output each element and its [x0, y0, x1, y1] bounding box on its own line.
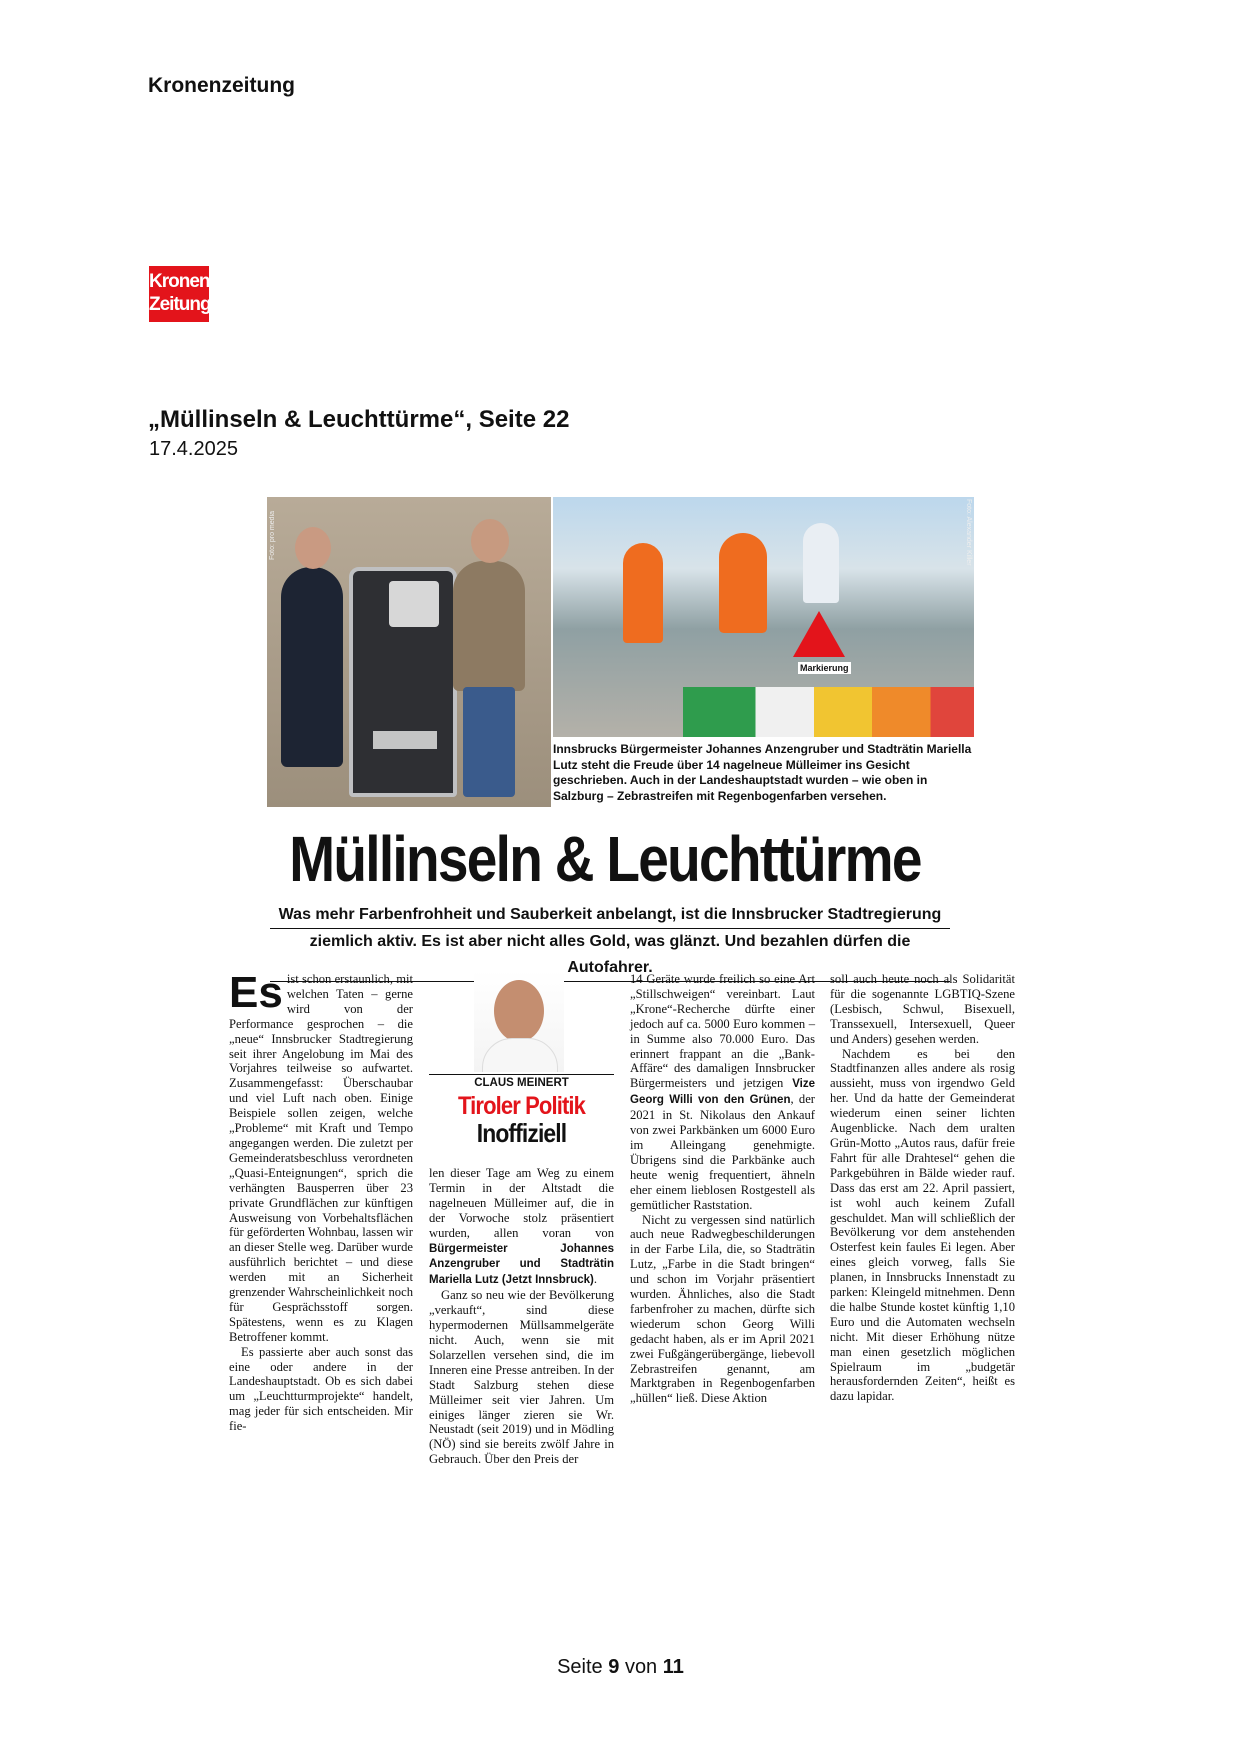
paragraph-text: , der 2021 in St. Nikolaus den Ankauf von zwei Parkbänken um 6000 Euro im Alleingang genehmigte. Übrigens sind die Parkbänke auch heute wenig frequentiert, ähneln eher einem lieblosen Rostgestell als gemütlicher Raststation. — [630, 1092, 815, 1212]
person-man-head — [471, 519, 509, 563]
paragraph — [429, 1166, 614, 1288]
photo-mayor-with-bin — [267, 497, 551, 807]
footer-middle: von — [624, 1656, 658, 1678]
columnist-name: CLAUS MEINERT — [429, 1074, 614, 1089]
person-woman — [281, 567, 343, 767]
footer-total-pages: 11 — [662, 1656, 684, 1678]
kronen-zeitung-logo — [149, 266, 209, 322]
columnist-portrait — [474, 970, 564, 1072]
columnist-head — [494, 980, 544, 1042]
dropcap: Es — [229, 968, 283, 1017]
columnist-shirt — [482, 1038, 558, 1072]
paragraph-text: . — [593, 1272, 598, 1287]
worker-2 — [719, 533, 767, 633]
paragraph-text: len dieser Tage am Weg zu einem Termin in der Altstadt die nagelneuen Mülleimer auf, die in der Vorwoche stolz präsentiert wurden, allen voran von — [429, 1166, 614, 1240]
paragraph-text: 14 Geräte wurde freilich so eine Art „Stillschweigen“ vereinbart. Laut „Krone“-Recherche dürfte einer jedoch auf ca. 5000 Euro kommen – in Summe also 70.000 Euro. Das erinnert frappant an die „Bank-Affäre“ des damaligen Innsbrucker Bürgermeisters und jetzigen — [630, 972, 815, 1091]
photo-rainbow-crosswalk — [553, 497, 974, 737]
subline-line-1: Was mehr Farbenfrohheit und Sauberkeit anbelangt, ist die Innsbrucker Stadtregierung — [270, 902, 950, 929]
footer-page-number: 9 — [608, 1656, 620, 1678]
bold-names: Bürgermeister Johannes Anzengruber und Stadträtin Mariella Lutz (Jetzt Innsbruck) — [429, 1242, 614, 1287]
paragraph: soll auch heute noch als Solidarität für die sogenannte LGBTIQ-Szene (Lesbisch, Schwul, Bisexuell, Transsexuell, Intersexuell, Queer und Anders) gesehen werden. — [830, 972, 1015, 1046]
publication-date: 17.4.2025 — [149, 438, 238, 460]
bold-names: Vize Georg Willi von den Grünen — [630, 1078, 815, 1107]
article-column-3 — [630, 972, 815, 1406]
logo-line-2: Zeitung — [149, 294, 211, 315]
paragraph: Nicht zu vergessen sind natürlich auch neue Radwegbeschilderungen in der Farbe Lila, die, so Stadträtin Lutz, „Farbe in die Stadt bringen“ und schon im Vorjahr präsentiert wurden. Ähnliches, also die Stadt farbenfroher zu machen, dürfte sich wiederum schon Georg Willi gedacht haben, als er im April 2021 zwei Fußgängerübergänge, liebevoll Zebrastreifen genannt, am Marktgraben in Regenbogenfarben „hüllen“ ließ. Diese Aktion — [630, 1212, 815, 1406]
photo-credit-right: Foto: Alexander Killer — [965, 499, 972, 566]
person-woman-head — [295, 527, 331, 569]
person-man-jacket — [453, 561, 525, 691]
solar-bin — [349, 567, 457, 797]
person-man-jeans — [463, 687, 515, 797]
page-title: „Müllinseln & Leuchttürme“, Seite 22 — [148, 406, 570, 433]
worker-3 — [803, 523, 839, 603]
sign-label: Markierung — [800, 663, 849, 673]
bin-panel — [389, 581, 439, 627]
paragraph: Ganz so neu wie der Bevölkerung „verkauft“, sind diese hypermodernen Müllsammelgeräte nicht. Auch, wenn sie mit Solarzellen versehen sind, die im Inneren eine Presse antreiben. In der Stadt Salzburg stehen diese Mülleimer seit vier Jahren. Um einiges länger zieren sie Wr. Neustadt (seit 2019) und in Mödling (NÖ) sind sie bereits zwölf Jahre in Gebrauch. Über den Preis der — [429, 1288, 614, 1467]
rainbow-stripes — [683, 687, 974, 737]
column-title: Tiroler Politik — [458, 1092, 585, 1120]
warning-sign-icon — [793, 611, 845, 657]
paragraph: Es passierte aber auch sonst das eine oder andere in der Landeshauptstadt. Ob es sich dabei um „Leuchtturmprojekte“ handelt, mag jeder für sich entscheiden. Mir fie- — [229, 1344, 413, 1434]
bin-slot — [373, 731, 437, 749]
page-footer — [0, 1656, 1241, 1679]
article-column-1 — [229, 968, 413, 1434]
article-column-2 — [429, 1166, 614, 1467]
column-subtitle: Inoffiziell — [476, 1118, 567, 1148]
source-name: Kronenzeitung — [148, 74, 295, 97]
worker-1 — [623, 543, 663, 643]
photo-credit-left: Foto: pro media — [269, 511, 276, 561]
paragraph — [229, 968, 413, 1345]
columnist-box — [429, 970, 614, 1160]
logo-line-1: Kronen — [149, 271, 210, 292]
article-headline: Müllinseln & Leuchttürme — [289, 823, 921, 895]
subline-line-2: ziemlich aktiv. Es ist aber nicht alles Gold, was glänzt. Und bezahlen dürfen die Autofahrer. — [270, 929, 950, 982]
paragraph — [630, 972, 815, 1213]
paragraph: Nachdem es bei den Stadtfinanzen alles andere als rosig aussieht, muss von irgendwo Geld her. Und da hatte der Gemeinderat wiederum einen seiner lichten Augenblicke. Nach dem uralten Grün-Motto „Autos raus, dafür freie Fahrt für alle Drahtesel“ gehen die Parkgebühren in Bälde wieder rauf. Dass das erst am 22. April passiert, ist wohl auch keinem Zufall geschuldet. Man will schließlich der Bevölkerung vor dem anstehenden Osterfest kein faules Ei legen. Aber eines gleich vorweg, falls Sie planen, in Innsbrucks Innenstadt zu parken: Kleingeld mitnehmen. Denn die halbe Stunde kostet künftig 1,10 Euro und die Automaten wechseln nicht. Mit dieser Erhöhung nütze man einen gesetzlich möglichen Spielraum im „budgetär herausfordernden Zeiten“, heißt es dazu lapidar. — [830, 1046, 1015, 1404]
article-column-4 — [830, 972, 1015, 1404]
paragraph-text: ist schon erstaunlich, mit welchen Taten – gerne wird von der Performance gesprochen – die „neue“ Innsbrucker Stadtregierung seit ihrer Angelobung im Mai des Vorjahres teilweise so aufwartet. Zusammengefasst: Überschaubar und viel Luft nach oben. Einige Beispiele sollen zeigen, welche „Probleme“ mit Kraft und Tempo angegangen werden. Die zuletzt per Gemeinderatsbeschluss verordneten „Quasi-Enteignungen“, sprich die verhängten Bausperren über 23 private Grundflächen zur künftigen Ausweisung von Vorbehaltsflächen für geförderten Wohnbau, lassen wir an dieser Stelle weg. Darüber wurde ausführlich berichtet – und diese werden mit an Sicherheit grenzender Wahrscheinlichkeit noch für Gesprächsstoff sorgen. Spätestens, wenn es zu Klagen Betroffener kommt. — [229, 972, 413, 1344]
footer-prefix: Seite — [557, 1656, 603, 1678]
photo-caption: Innsbrucks Bürgermeister Johannes Anzengruber und Stadträtin Mariella Lutz steht die Freude über 14 nagelneue Mülleimer ins Gesicht geschrieben. Auch in der Landeshauptstadt wurden – wie oben in Salzburg – Zebrastreifen mit Regenbogenfarben versehen. — [553, 742, 972, 803]
